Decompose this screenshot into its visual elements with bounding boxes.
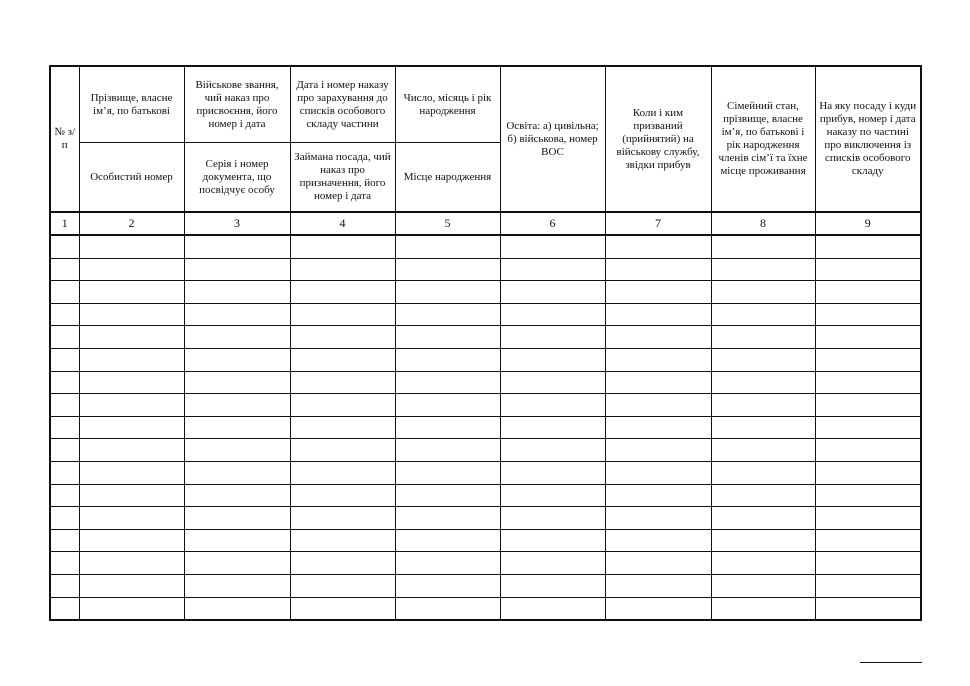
table-cell[interactable]: [815, 235, 921, 258]
table-cell[interactable]: [290, 552, 395, 575]
table-cell[interactable]: [605, 529, 711, 552]
column-number: 3: [184, 212, 290, 235]
table-cell[interactable]: [290, 439, 395, 462]
table-cell[interactable]: [290, 235, 395, 258]
table-cell[interactable]: [605, 484, 711, 507]
table-cell[interactable]: [79, 235, 184, 258]
table-cell[interactable]: [79, 416, 184, 439]
table-row: [50, 461, 921, 484]
table-cell[interactable]: [395, 484, 500, 507]
table-cell[interactable]: [711, 416, 815, 439]
column-number: 2: [79, 212, 184, 235]
table-cell[interactable]: [500, 281, 605, 304]
table-cell[interactable]: [184, 348, 290, 371]
table-cell[interactable]: [50, 394, 79, 417]
header-col-8: Сімейний стан, прізвище, власне ім’я, по батькові і рік народження членів сім’ї та їхне місце проживання: [711, 66, 815, 212]
table-cell[interactable]: [500, 258, 605, 281]
header-col-3-bottom: Серія і номер документа, що посвідчує особу: [184, 143, 290, 213]
table-cell[interactable]: [815, 281, 921, 304]
table-cell[interactable]: [815, 597, 921, 620]
table-cell[interactable]: [184, 597, 290, 620]
table-cell[interactable]: [395, 394, 500, 417]
table-cell[interactable]: [395, 416, 500, 439]
column-number: 6: [500, 212, 605, 235]
table-cell[interactable]: [605, 394, 711, 417]
table-cell[interactable]: [605, 439, 711, 462]
table-row: [50, 348, 921, 371]
table-row: [50, 529, 921, 552]
table-cell[interactable]: [605, 371, 711, 394]
column-number: 1: [50, 212, 79, 235]
table-cell[interactable]: [500, 235, 605, 258]
table-row: [50, 326, 921, 349]
table-cell[interactable]: [500, 303, 605, 326]
table-cell[interactable]: [500, 416, 605, 439]
table-cell[interactable]: [605, 326, 711, 349]
table-cell[interactable]: [50, 371, 79, 394]
table-cell[interactable]: [395, 439, 500, 462]
table-cell[interactable]: [184, 552, 290, 575]
table-cell[interactable]: [79, 348, 184, 371]
table-row: [50, 394, 921, 417]
header-col-7: Коли і ким призваний (прийнятий) на військову службу, звідки прибув: [605, 66, 711, 212]
table-row: [50, 235, 921, 258]
table-cell[interactable]: [50, 507, 79, 530]
table-cell[interactable]: [79, 574, 184, 597]
table-cell[interactable]: [500, 371, 605, 394]
table-cell[interactable]: [500, 597, 605, 620]
table-cell[interactable]: [605, 552, 711, 575]
table-cell[interactable]: [711, 484, 815, 507]
header-col-5-bottom: Місце народження: [395, 143, 500, 213]
header-col-4-top: Дата і номер наказу про зарахування до списків особового складу частини: [290, 66, 395, 143]
table-cell[interactable]: [605, 574, 711, 597]
table-cell[interactable]: [711, 348, 815, 371]
table-cell[interactable]: [50, 552, 79, 575]
table-cell[interactable]: [290, 281, 395, 304]
table-cell[interactable]: [79, 552, 184, 575]
table-cell[interactable]: [50, 326, 79, 349]
table-cell[interactable]: [815, 507, 921, 530]
table-cell[interactable]: [815, 303, 921, 326]
table-cell[interactable]: [290, 484, 395, 507]
table-cell[interactable]: [50, 281, 79, 304]
header-col-5-top: Число, місяць і рік народження: [395, 66, 500, 143]
table-cell[interactable]: [290, 416, 395, 439]
table-cell[interactable]: [290, 303, 395, 326]
table-cell[interactable]: [815, 394, 921, 417]
table-cell[interactable]: [605, 235, 711, 258]
table-row: [50, 484, 921, 507]
table-cell[interactable]: [605, 281, 711, 304]
table-cell[interactable]: [500, 348, 605, 371]
table-cell[interactable]: [605, 597, 711, 620]
table-cell[interactable]: [395, 529, 500, 552]
table-row: [50, 552, 921, 575]
table-cell[interactable]: [184, 371, 290, 394]
table-cell[interactable]: [50, 303, 79, 326]
table-cell[interactable]: [395, 597, 500, 620]
table-cell[interactable]: [815, 484, 921, 507]
table-cell[interactable]: [605, 416, 711, 439]
header-col-4-bottom: Займана посада, чий наказ про призначення, його номер і дата: [290, 143, 395, 213]
column-number: 7: [605, 212, 711, 235]
table-row: [50, 258, 921, 281]
table-cell[interactable]: [79, 439, 184, 462]
table-cell[interactable]: [184, 439, 290, 462]
column-number: 4: [290, 212, 395, 235]
table-cell[interactable]: [290, 371, 395, 394]
table-row: [50, 303, 921, 326]
table-cell[interactable]: [50, 235, 79, 258]
table-row: [50, 281, 921, 304]
table-cell[interactable]: [184, 416, 290, 439]
table-cell[interactable]: [50, 484, 79, 507]
table-cell[interactable]: [395, 326, 500, 349]
table-cell[interactable]: [395, 507, 500, 530]
table-cell[interactable]: [815, 461, 921, 484]
table-cell[interactable]: [605, 348, 711, 371]
table-cell[interactable]: [184, 394, 290, 417]
table-cell[interactable]: [500, 507, 605, 530]
table-cell[interactable]: [395, 552, 500, 575]
table-cell[interactable]: [290, 258, 395, 281]
table-cell[interactable]: [184, 507, 290, 530]
table-cell[interactable]: [395, 235, 500, 258]
table-cell[interactable]: [184, 529, 290, 552]
header-col-9: На яку посаду і куди прибув, номер і дата наказу по частині про виключення із списків особового складу: [815, 66, 921, 212]
column-number: 8: [711, 212, 815, 235]
table-cell[interactable]: [79, 281, 184, 304]
table-row: [50, 507, 921, 530]
header-col-6: Освіта: а) цивільна; б) військова, номер ВОС: [500, 66, 605, 212]
table-cell[interactable]: [711, 439, 815, 462]
table-cell[interactable]: [290, 348, 395, 371]
table-cell[interactable]: [500, 552, 605, 575]
table-cell[interactable]: [395, 258, 500, 281]
header-row-top: [50, 66, 921, 143]
table-cell[interactable]: [711, 461, 815, 484]
table-cell[interactable]: [184, 303, 290, 326]
table-cell[interactable]: [290, 507, 395, 530]
table-cell[interactable]: [395, 281, 500, 304]
table-cell[interactable]: [79, 507, 184, 530]
table-cell[interactable]: [50, 416, 79, 439]
table-cell[interactable]: [184, 326, 290, 349]
table-cell[interactable]: [711, 371, 815, 394]
table-cell[interactable]: [711, 507, 815, 530]
table-cell[interactable]: [79, 461, 184, 484]
table-cell[interactable]: [815, 552, 921, 575]
table-cell[interactable]: [815, 371, 921, 394]
header-col-2-bottom: Особистий номер: [79, 143, 184, 213]
table-cell[interactable]: [290, 597, 395, 620]
table-cell[interactable]: [395, 348, 500, 371]
table-cell[interactable]: [50, 461, 79, 484]
table-cell[interactable]: [711, 281, 815, 304]
table-cell[interactable]: [815, 439, 921, 462]
table-cell[interactable]: [50, 597, 79, 620]
table-cell[interactable]: [79, 326, 184, 349]
table-cell[interactable]: [711, 552, 815, 575]
table-cell[interactable]: [711, 326, 815, 349]
table-cell[interactable]: [79, 303, 184, 326]
table-cell[interactable]: [290, 574, 395, 597]
table-cell[interactable]: [395, 574, 500, 597]
table-cell[interactable]: [50, 258, 79, 281]
table-row: [50, 371, 921, 394]
table-row: [50, 574, 921, 597]
table-cell[interactable]: [79, 394, 184, 417]
table-cell[interactable]: [184, 461, 290, 484]
table-cell[interactable]: [184, 484, 290, 507]
table-cell[interactable]: [815, 348, 921, 371]
table-cell[interactable]: [500, 574, 605, 597]
table-cell[interactable]: [50, 348, 79, 371]
table-cell[interactable]: [605, 507, 711, 530]
table-cell[interactable]: [184, 258, 290, 281]
table-cell[interactable]: [500, 326, 605, 349]
table-row: [50, 597, 921, 620]
table-cell[interactable]: [500, 394, 605, 417]
table-cell[interactable]: [711, 235, 815, 258]
table-cell[interactable]: [290, 326, 395, 349]
table-cell[interactable]: [79, 597, 184, 620]
table-cell[interactable]: [711, 529, 815, 552]
table-cell[interactable]: [79, 371, 184, 394]
table-cell[interactable]: [290, 529, 395, 552]
table-cell[interactable]: [395, 461, 500, 484]
table-cell[interactable]: [500, 484, 605, 507]
table-cell[interactable]: [605, 461, 711, 484]
table-cell[interactable]: [711, 597, 815, 620]
table-cell[interactable]: [290, 461, 395, 484]
table-cell[interactable]: [50, 574, 79, 597]
table-cell[interactable]: [500, 439, 605, 462]
table-cell[interactable]: [395, 303, 500, 326]
column-number-row: [50, 212, 921, 235]
table-cell[interactable]: [815, 574, 921, 597]
table-cell[interactable]: [815, 258, 921, 281]
header-col-3-top: Військове звання, чий наказ про присвоєння, його номер і дата: [184, 66, 290, 143]
table-cell[interactable]: [815, 416, 921, 439]
table-cell[interactable]: [395, 371, 500, 394]
table-cell[interactable]: [79, 484, 184, 507]
header-col-2-top: Прізвище, власне ім’я, по батькові: [79, 66, 184, 143]
table-row: [50, 439, 921, 462]
column-number: 9: [815, 212, 921, 235]
table-cell[interactable]: [711, 258, 815, 281]
personnel-register-table: [49, 65, 922, 621]
table-cell[interactable]: [815, 529, 921, 552]
table-cell[interactable]: [184, 281, 290, 304]
column-number: 5: [395, 212, 500, 235]
table-cell[interactable]: [711, 303, 815, 326]
table-cell[interactable]: [79, 529, 184, 552]
table-row: [50, 416, 921, 439]
header-col-1: № з/п: [50, 66, 79, 212]
table-cell[interactable]: [605, 303, 711, 326]
table-cell[interactable]: [605, 258, 711, 281]
table-cell[interactable]: [50, 529, 79, 552]
table-cell[interactable]: [815, 326, 921, 349]
table-cell[interactable]: [50, 439, 79, 462]
signature-line: [860, 662, 922, 663]
table-cell[interactable]: [290, 394, 395, 417]
table-cell[interactable]: [500, 461, 605, 484]
table-cell[interactable]: [184, 574, 290, 597]
table-cell[interactable]: [184, 235, 290, 258]
table-cell[interactable]: [500, 529, 605, 552]
table-cell[interactable]: [79, 258, 184, 281]
table-cell[interactable]: [711, 394, 815, 417]
table-cell[interactable]: [711, 574, 815, 597]
